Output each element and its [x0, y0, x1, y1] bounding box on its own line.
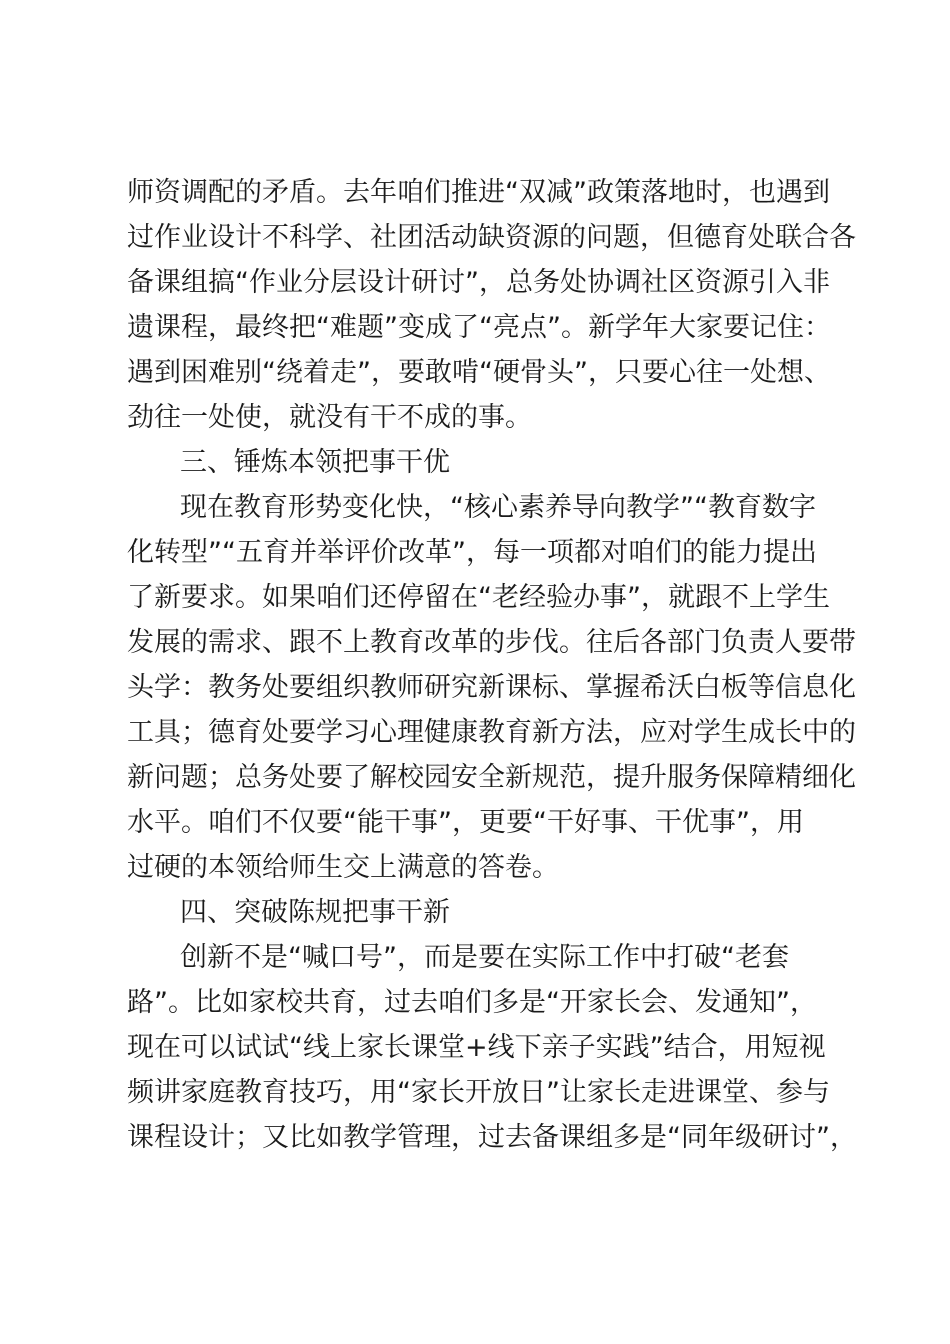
- text-line: 创新不是“喊口号”，而是要在实际工作中打破“老套: [180, 942, 789, 973]
- text-line: 遇到困难别“绕着走”，要敢啃“硬骨头”，只要心往一处想、: [127, 357, 831, 388]
- text-line: 现在可以试试“线上家长课堂+线下亲子实践”结合，用短视: [127, 1032, 826, 1063]
- text-line: 课程设计；又比如教学管理，过去备课组多是“同年级研讨”，: [127, 1122, 857, 1153]
- text-line: 过作业设计不科学、社团活动缺资源的问题，但德育处联合各: [127, 222, 856, 253]
- text-line: 路”。比如家校共育，过去咱们多是“开家长会、发通知”，: [127, 987, 817, 1018]
- text-line: 过硬的本领给师生交上满意的答卷。: [127, 852, 559, 883]
- text-line: 发展的需求、跟不上教育改革的步伐。往后各部门负责人要带: [127, 627, 856, 658]
- text-line: 师资调配的矛盾。去年咱们推进“双减”政策落地时，也遇到: [127, 177, 830, 208]
- text-line: 劲往一处使，就没有干不成的事。: [127, 402, 532, 433]
- text-line: 频讲家庭教育技巧，用“家长开放日”让家长走进课堂、参与: [127, 1077, 830, 1108]
- text-line: 新问题；总务处要了解校园安全新规范，提升服务保障精细化: [127, 762, 856, 793]
- text-line: 现在教育形势变化快，“核心素养导向教学”“教育数字: [180, 492, 816, 523]
- text-line: 水平。咱们不仅要“能干事”，更要“干好事、干优事”，用: [127, 807, 804, 838]
- text-line: 头学：教务处要组织教师研究新课标、掌握希沃白板等信息化: [127, 672, 856, 703]
- text-line: 化转型”“五育并举评价改革”，每一项都对咱们的能力提出: [127, 537, 817, 568]
- section-heading: 三、锤炼本领把事干优: [180, 447, 450, 478]
- text-line: 工具；德育处要学习心理健康教育新方法，应对学生成长中的: [127, 717, 856, 748]
- text-line: 遗课程，最终把“难题”变成了“亮点”。新学年大家要记住：: [127, 312, 831, 343]
- text-line: 了新要求。如果咱们还停留在“老经验办事”，就跟不上学生: [127, 582, 830, 613]
- section-heading: 四、突破陈规把事干新: [180, 897, 450, 928]
- text-line: 备课组搞“作业分层设计研讨”，总务处协调社区资源引入非: [127, 267, 830, 298]
